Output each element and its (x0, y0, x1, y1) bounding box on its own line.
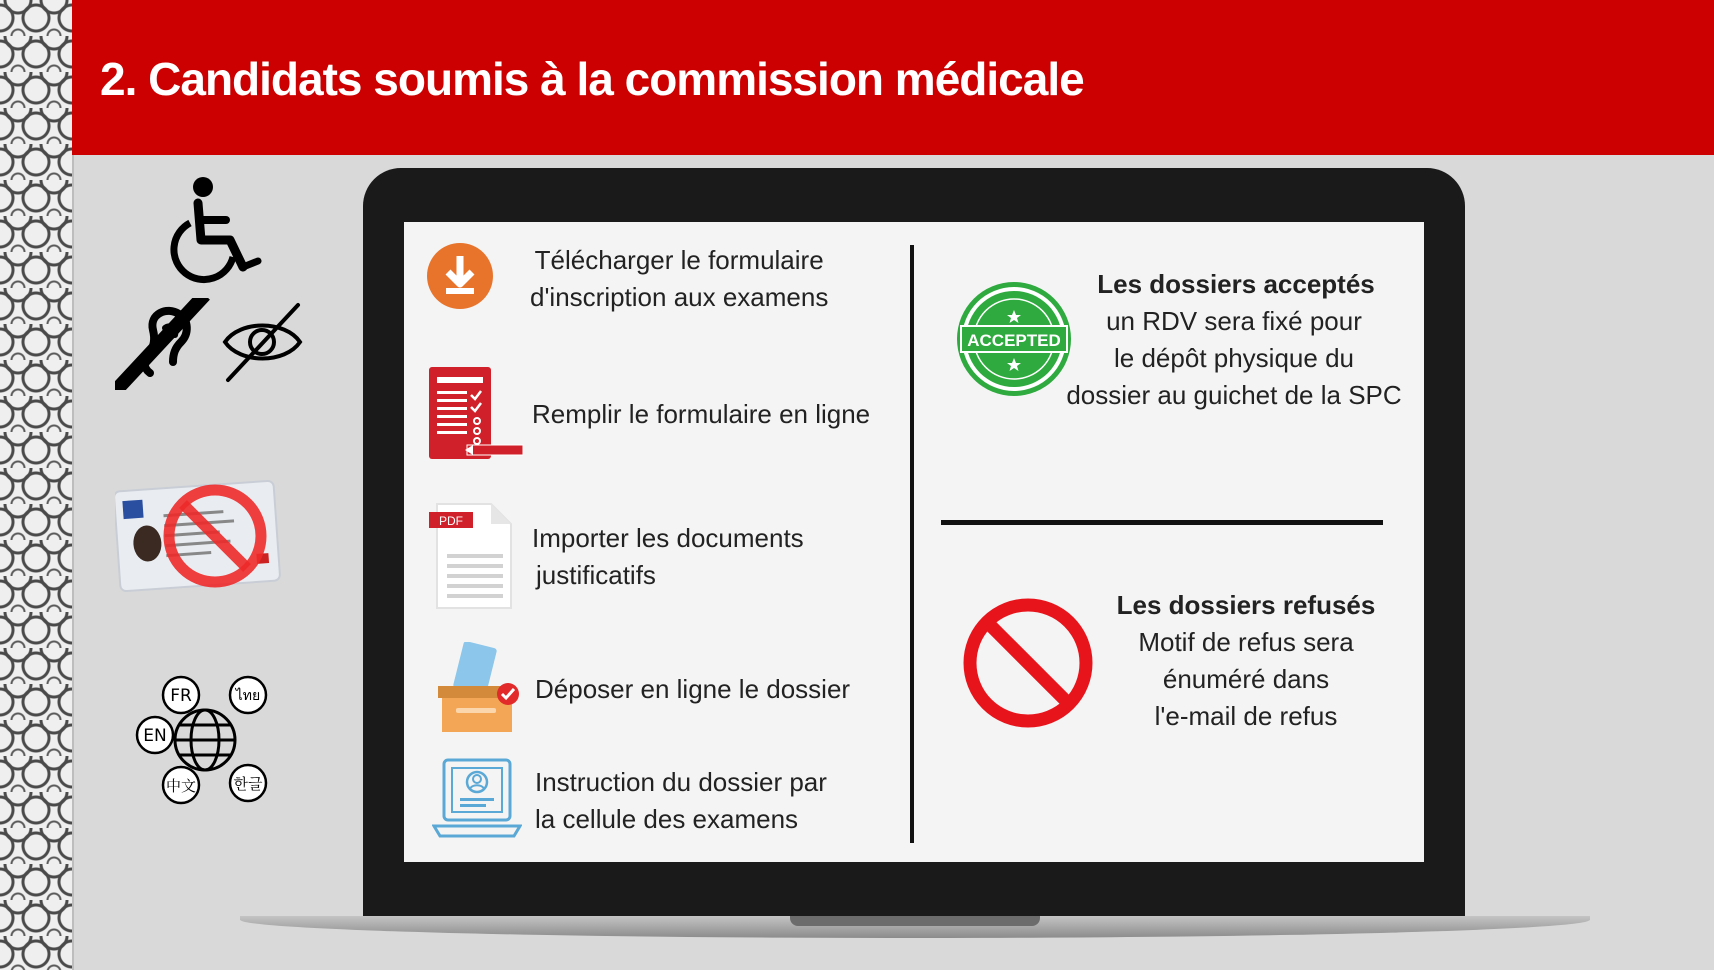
language-label: 한글 (233, 775, 263, 793)
step-text-line: Importer les documents (532, 523, 804, 553)
step-fill-form (532, 396, 870, 433)
accepted-text-line: le dépôt physique du (1114, 343, 1354, 373)
refused-text-line: énuméré dans (1162, 664, 1330, 694)
refused-title: Les dossiers refusés (1116, 590, 1376, 620)
page-title: 2. Candidats soumis à la commission médicale (100, 53, 1084, 105)
language-label: EN (143, 726, 167, 746)
profile-review-icon (432, 756, 522, 842)
accepted-text-line: un RDV sera fixé pour (1106, 306, 1362, 336)
download-icon (426, 242, 494, 310)
accepted-text-line: dossier au guichet de la SPC (1066, 380, 1402, 410)
refused-text-line: l'e-mail de refus (1154, 701, 1338, 731)
wheelchair-icon (168, 175, 268, 285)
language-label: FR (170, 686, 192, 706)
horizontal-divider (941, 520, 1383, 525)
stamp-label: ACCEPTED (967, 331, 1061, 350)
refused-text-line: Motif de refus sera (1138, 627, 1354, 657)
step-submit-dossier (535, 671, 850, 708)
pdf-document-icon (429, 502, 513, 610)
language-label: 中文 (165, 777, 197, 795)
header-banner (72, 0, 1714, 155)
accepted-dossiers-block (1056, 266, 1416, 303)
form-checklist-icon (427, 365, 525, 463)
hearing-impaired-icon (115, 298, 210, 390)
accepted-description (1054, 303, 1414, 414)
step-text-line: Télécharger le formulaire (534, 245, 824, 275)
step-text-line: Déposer en ligne le dossier (535, 674, 851, 704)
step-text-line: Remplir le formulaire en ligne (532, 399, 871, 429)
step-upload-documents (532, 520, 804, 594)
step-text-line: la cellule des examens (535, 804, 799, 834)
vertical-divider (910, 245, 914, 843)
refused-dossiers-block (1066, 587, 1426, 735)
step-download (530, 242, 828, 316)
step-text-line: justificatifs (536, 560, 656, 590)
laptop-notch (790, 916, 1040, 926)
language-label: ไทย (235, 688, 261, 704)
decorative-pattern-strip (0, 0, 74, 970)
pdf-label: PDF (439, 514, 463, 528)
step-review-dossier (535, 764, 827, 838)
prohibited-id-card-icon (115, 478, 285, 598)
languages-globe-icon (133, 670, 278, 810)
ballot-box-icon (436, 642, 528, 734)
visually-impaired-icon (220, 300, 305, 385)
step-text-line: Instruction du dossier par (535, 767, 827, 797)
step-text-line: d'inscription aux examens (530, 282, 829, 312)
accepted-title: Les dossiers acceptés (1097, 269, 1375, 299)
